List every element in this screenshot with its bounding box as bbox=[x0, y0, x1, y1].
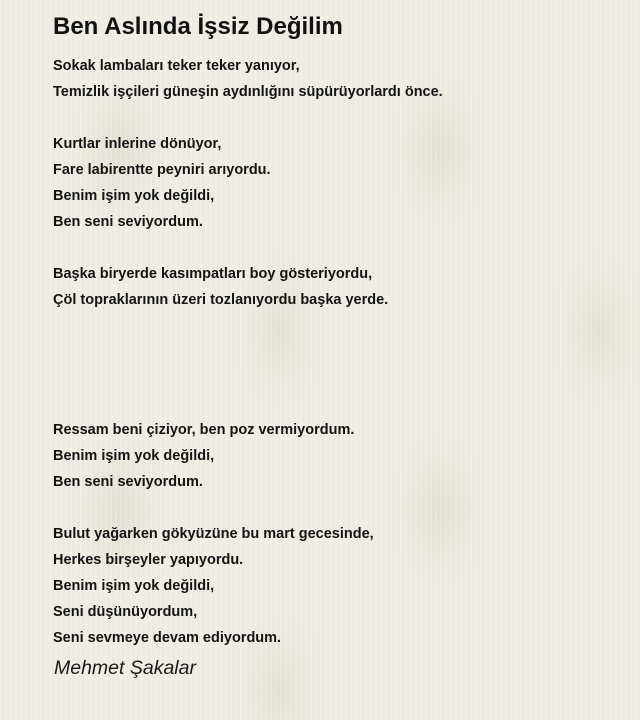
stanza-4 bbox=[53, 417, 613, 495]
stanza-gap bbox=[53, 495, 613, 521]
poem-line: Ben seni seviyordum. bbox=[53, 474, 203, 490]
stanza-1 bbox=[53, 53, 613, 105]
poem-line: Sokak lambaları teker teker yanıyor, bbox=[53, 58, 300, 74]
poem-line: Ressam beni çiziyor, ben poz vermiyordum. bbox=[53, 422, 355, 438]
poem-line: Temizlik işçileri güneşin aydınlığını süpürüyorlardı önce. bbox=[53, 84, 443, 100]
poem-line: Seni düşünüyordum, bbox=[53, 604, 198, 620]
stanza-gap bbox=[53, 313, 613, 417]
poem-line: Fare labirentte peyniri arıyordu. bbox=[53, 162, 271, 178]
poem-body bbox=[53, 53, 613, 651]
poem-line: Seni sevmeye devam ediyordum. bbox=[53, 630, 282, 646]
stanza-2 bbox=[53, 131, 613, 235]
poem-line: Başka biryerde kasımpatları boy gösteriyordu, bbox=[53, 266, 373, 282]
poem-line: Benim işim yok değildi, bbox=[53, 448, 215, 464]
stanza-gap bbox=[53, 235, 613, 261]
stanza-gap bbox=[53, 105, 613, 131]
poem-title: Ben Aslında İşsiz Değilim bbox=[53, 13, 343, 40]
poem-line: Herkes birşeyler yapıyordu. bbox=[53, 552, 244, 568]
poem-line: Kurtlar inlerine dönüyor, bbox=[53, 136, 222, 152]
stanza-5 bbox=[53, 521, 613, 651]
poem-line: Benim işim yok değildi, bbox=[53, 188, 215, 204]
poem-line: Çöl topraklarının üzeri tozlanıyordu başka yerde. bbox=[53, 292, 389, 308]
poem-line: Benim işim yok değildi, bbox=[53, 578, 215, 594]
poem-line: Ben seni seviyordum. bbox=[53, 214, 203, 230]
poem-author: Mehmet Şakalar bbox=[54, 657, 196, 679]
stanza-3 bbox=[53, 261, 613, 313]
poem-line: Bulut yağarken gökyüzüne bu mart gecesinde, bbox=[53, 526, 374, 542]
